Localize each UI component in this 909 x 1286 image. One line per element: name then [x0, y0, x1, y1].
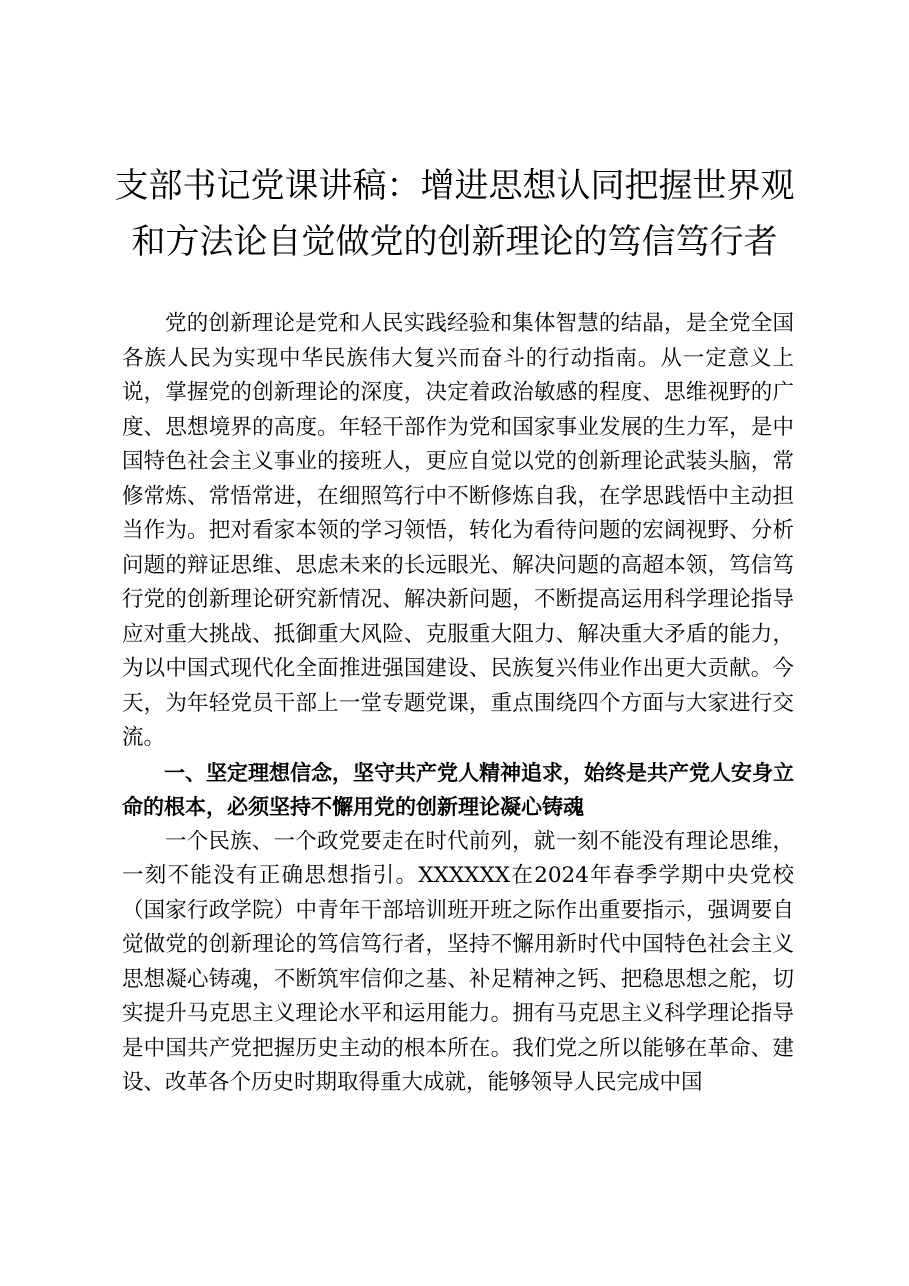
document-body — [122, 307, 794, 1101]
section-1-paragraph: 一个民族、一个政党要走在时代前列，就一刻不能没有理论思维，一刻不能没有正确思想指引。XXXXXX在2024年春季学期中央党校（国家行政学院）中青年干部培训班开班之际作出重要指示，强调要自觉做党的创新理论的笃信笃行者，坚持不懈用新时代中国特色社会主义思想凝心铸魂，不断筑牢信仰之基、补足精神之钙、把稳思想之舵，切实提升马克思主义理论水平和运用能力。拥有马克思主义科学理论指导是中国共产党把握历史主动的根本所在。我们党之所以能够在革命、建设、改革各个历史时期取得重大成就，能够领导人民完成中国 — [122, 828, 794, 1095]
section-heading-1: 一、坚定理想信念，坚守共产党人精神追求，始终是共产党人安身立命的根本，必须坚持不懈用党的创新理论凝心铸魂 — [122, 760, 794, 819]
intro-paragraph: 党的创新理论是党和人民实践经验和集体智慧的结晶，是全党全国各族人民为实现中华民族伟大复兴而奋斗的行动指南。从一定意义上说，掌握党的创新理论的深度，决定着政治敏感的程度、思维视野的广度、思想境界的高度。年轻干部作为党和国家事业发展的生力军，是中国特色社会主义事业的接班人，更应自觉以党的创新理论武装头脑，常修常炼、常悟常进，在细照笃行中不断修炼自我，在学思践悟中主动担当作为。把对看家本领的学习领悟，转化为看待问题的宏阔视野、分析问题的辩证思维、思虑未来的长远眼光、解决问题的高超本领，笃信笃行党的创新理论研究新情况、解决新问题，不断提高运用科学理论指导应对重大挑战、抵御重大风险、克服重大阻力、解决重大矛盾的能力，为以中国式现代化全面推进强国建设、民族复兴伟业作出更大贡献。今天，为年轻党员干部上一堂专题党课，重点围绕四个方面与大家进行交流。 — [122, 311, 794, 750]
title-line-2: 和方法论自觉做党的创新理论的笃信笃行者 — [131, 222, 778, 262]
title-line-1: 支部书记党课讲稿：增进思想认同把握世界观 — [114, 166, 795, 206]
document-title — [100, 158, 809, 270]
